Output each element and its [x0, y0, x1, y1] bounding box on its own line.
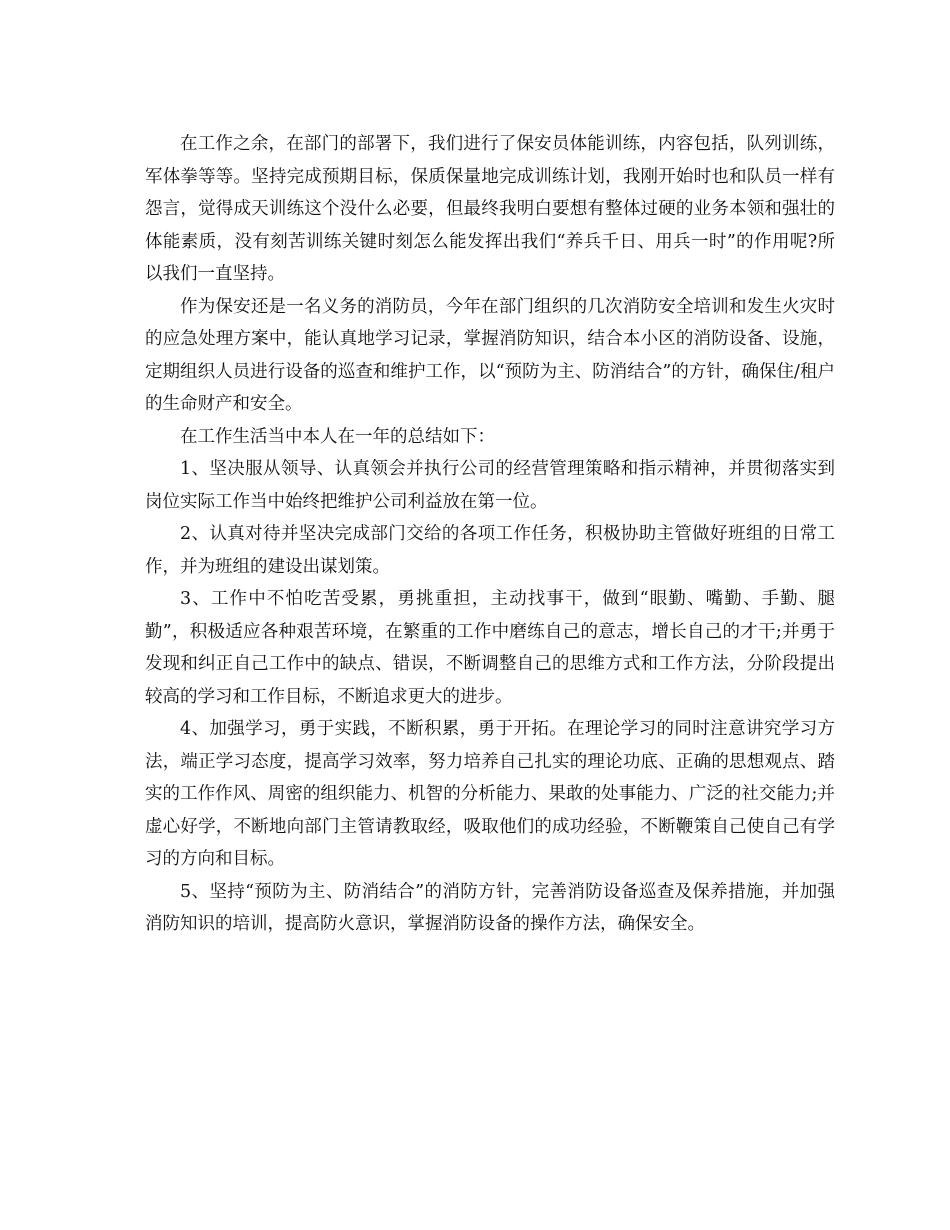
- paragraph-item-4: 4、加强学习，勇于实践，不断积累，勇于开拓。在理论学习的同时注意讲究学习方法，端正学习态度，提高学习效率，努力培养自己扎实的理论功底、正确的思想观点、踏实的工作作风、周密的组织能力、机智的分析能力、果敢的处事能力、广泛的社交能力;并虚心好学，不断地向部门主管请教取经，吸取他们的成功经验，不断鞭策自己使自己有学习的方向和目标。: [145, 719, 835, 869]
- paragraph-item-3: 3、工作中不怕吃苦受累，勇挑重担，主动找事干，做到“眼勤、嘴勤、手勤、腿勤”，积极适应各种艰苦环境，在繁重的工作中磨练自己的意志，增长自己的才干;并勇于发现和纠正自己工作中的缺点、错误，不断调整自己的思维方式和工作方法，分阶段提出较高的学习和工作目标，不断追求更大的进步。: [145, 589, 835, 707]
- paragraph-item-2: 2、认真对待并坚决完成部门交给的各项工作任务，积极协助主管做好班组的日常工作，并为班组的建设出谋划策。: [145, 524, 835, 577]
- document-body: [145, 128, 835, 941]
- paragraph-summary-intro: 在工作生活当中本人在一年的总结如下：: [180, 426, 495, 447]
- paragraph-fire-duty: 作为保安还是一名义务的消防员，今年在部门组织的几次消防安全培训和发生火灾时的应急处理方案中，能认真地学习记录，掌握消防知识，结合本小区的消防设备、设施，定期组织人员进行设备的巡查和维护工作，以“预防为主、防消结合”的方针，确保住/租户的生命财产和安全。: [145, 296, 835, 414]
- paragraph-training: 在工作之余，在部门的部署下，我们进行了保安员体能训练，内容包括，队列训练，军体拳等等。坚持完成预期目标，保质保量地完成训练计划，我刚开始时也和队员一样有怨言，觉得成天训练这个没什么必要，但最终我明白要想有整体过硬的业务本领和强壮的体能素质，没有刻苦训练关键时刻怎么能发挥出我们“养兵千日、用兵一时”的作用呢?所以我们一直坚持。: [145, 134, 835, 284]
- paragraph-item-5: 5、坚持“预防为主、防消结合”的消防方针，完善消防设备巡查及保养措施，并加强消防知识的培训，提高防火意识，掌握消防设备的操作方法，确保安全。: [145, 881, 835, 934]
- paragraph-item-1: 1、坚决服从领导、认真领会并执行公司的经营管理策略和指示精神，并贯彻落实到岗位实际工作当中始终把维护公司利益放在第一位。: [145, 459, 835, 512]
